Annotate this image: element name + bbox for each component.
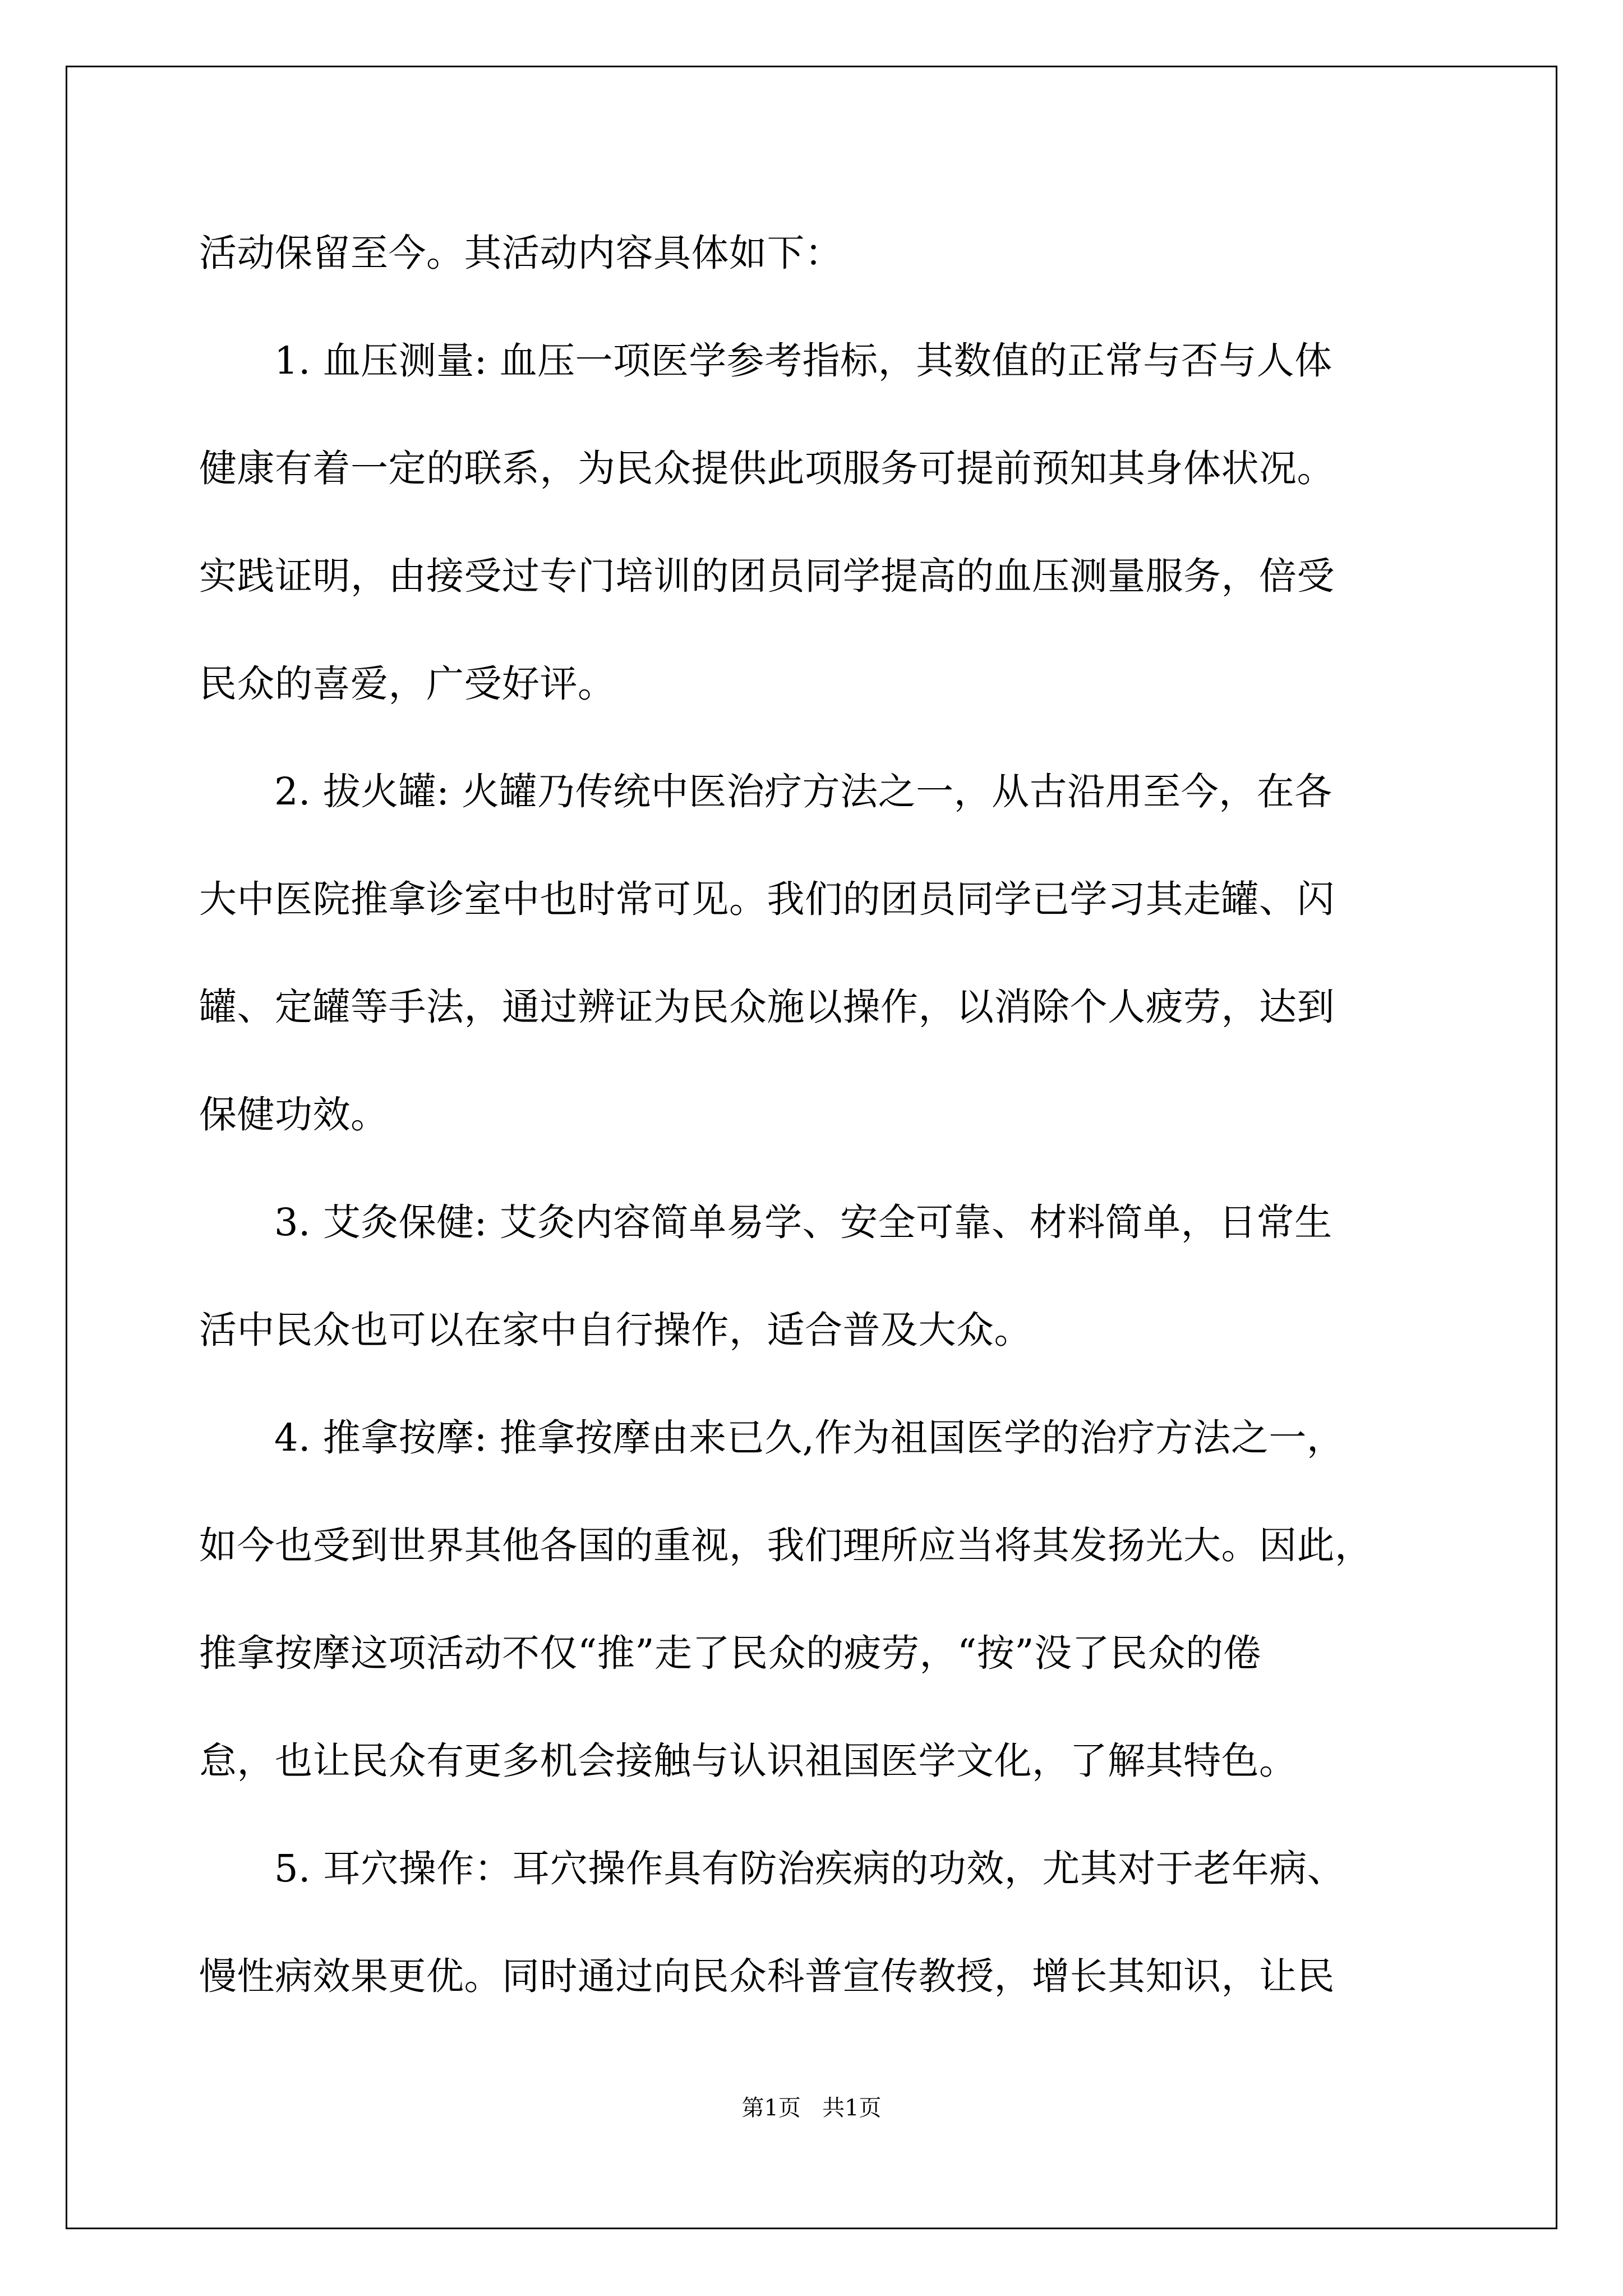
text-line: 慢性病效果更优。同时通过向民众科普宣传教授，增长其知识，让民 xyxy=(199,1954,1335,1998)
text-line: 活动保留至今。其活动内容具体如下： xyxy=(199,231,843,275)
text-line: 2. 拔火罐: 火罐乃传统中医治疗方法之一，从古沿用至今，在各 xyxy=(274,770,1332,813)
text-line: 实践证明，由接受过专门培训的团员同学提高的血压测量服务，倍受 xyxy=(199,554,1335,598)
document-body xyxy=(199,199,1427,2030)
text-line: 3. 艾灸保健: 艾灸内容简单易学、安全可靠、材料简单，日常生 xyxy=(274,1200,1332,1244)
page-footer xyxy=(0,2091,1623,2125)
text-line: 推拿按摩这项活动不仅“推”走了民众的疲劳，“按”没了民众的倦 xyxy=(199,1631,1262,1675)
text-line: 如今也受到世界其他各国的重视，我们理所应当将其发扬光大。因此， xyxy=(199,1524,1373,1567)
text-line: 大中医院推拿诊室中也时常可见。我们的团员同学已学习其走罐、闪 xyxy=(199,877,1335,921)
text-line: 1. 血压测量: 血压一项医学参考指标，其数值的正常与否与人体 xyxy=(274,339,1332,383)
page-number: 第1页 xyxy=(741,2095,801,2121)
text-line: 民众的喜爱，广受好评。 xyxy=(199,662,616,706)
text-line: 5. 耳穴操作：耳穴操作具有防治疾病的功效，尤其对于老年病、 xyxy=(274,1847,1345,1890)
text-line: 活中民众也可以在家中自行操作，适合普及大众。 xyxy=(199,1308,1032,1352)
text-line: 罐、定罐等手法，通过辨证为民众施以操作，以消除个人疲劳，达到 xyxy=(199,985,1335,1029)
text-line: 健康有着一定的联系，为民众提供此项服务可提前预知其身体状况。 xyxy=(199,447,1335,490)
text-line: 保健功效。 xyxy=(199,1093,389,1137)
text-line: 4. 推拿按摩: 推拿按摩由来已久,作为祖国医学的治疗方法之一， xyxy=(274,1416,1345,1460)
page-total: 共1页 xyxy=(822,2095,882,2121)
text-line: 怠，也让民众有更多机会接触与认识祖国医学文化，了解其特色。 xyxy=(199,1739,1297,1783)
